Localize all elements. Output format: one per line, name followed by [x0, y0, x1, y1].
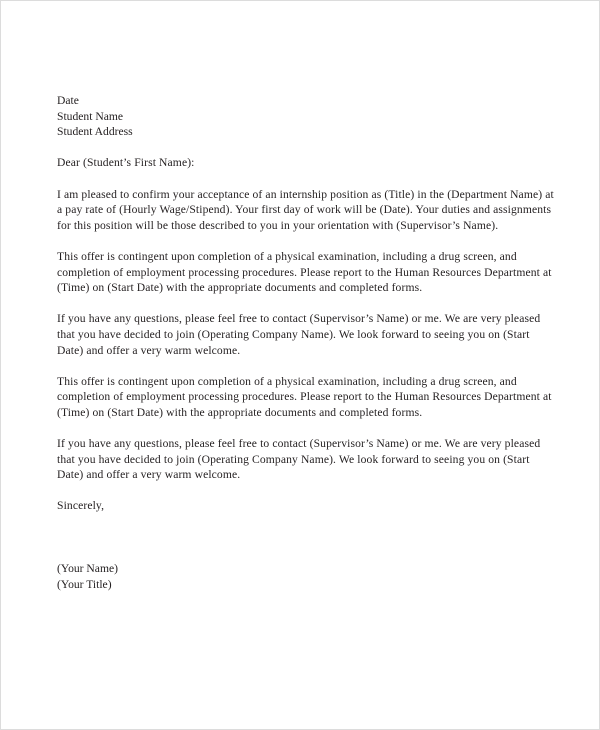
- paragraph-text: This offer is contingent upon completion of a physical examination, including a drug screen, and completion of employment processing procedures. Please report to the Human Resources Department at (Time) on (Start Date) with the appropriate documents and completed forms.: [57, 249, 552, 295]
- signature-block: [57, 561, 556, 592]
- paragraph-text: I am pleased to confirm your acceptance of an internship position as (Title) in the (Department Name) at a pay rate of (Hourly Wage/Stipend). Your first day of work will be (Date). Your duties and assignments for this position will be those described to you in your orientation with (Supervisor’s Name).: [57, 187, 554, 232]
- body-paragraph-3: [57, 311, 556, 358]
- paragraph-text: This offer is contingent upon completion of a physical examination, including a drug screen, and completion of employment processing procedures. Please report to the Human Resources Department at (Time) on (Start Date) with the appropriate documents and completed forms.: [57, 374, 552, 419]
- salutation-text: Dear (Student’s First Name):: [57, 156, 195, 170]
- body-paragraph-4: [57, 374, 556, 421]
- salutation: [57, 155, 556, 171]
- body-paragraph-2: [57, 249, 556, 296]
- signature-name: (Your Name): [57, 562, 118, 576]
- signature-title: (Your Title): [57, 577, 112, 591]
- closing-text: Sincerely,: [57, 499, 105, 513]
- paragraph-text: If you have any questions, please feel free to contact (Supervisor’s Name) or me. We are very pleased that you have decided to join (Operating Company Name). We look forward to seeing you on (Start Date) and offer a very warm welcome.: [57, 312, 541, 357]
- closing: [57, 498, 556, 514]
- address-block: [57, 93, 556, 140]
- address-line-student-address: Student Address: [57, 125, 133, 139]
- body-paragraph-5: [57, 436, 556, 483]
- paragraph-text: If you have any questions, please feel free to contact (Supervisor’s Name) or me. We are very pleased that you have decided to join (Operating Company Name). We look forward to seeing you on (Start Date) and offer a very warm welcome.: [57, 437, 541, 482]
- body-paragraph-1: [57, 187, 556, 234]
- address-line-date: Date: [57, 94, 79, 107]
- address-line-student-name: Student Name: [57, 109, 124, 123]
- signature-space: [57, 514, 556, 561]
- letter-body: [57, 93, 556, 592]
